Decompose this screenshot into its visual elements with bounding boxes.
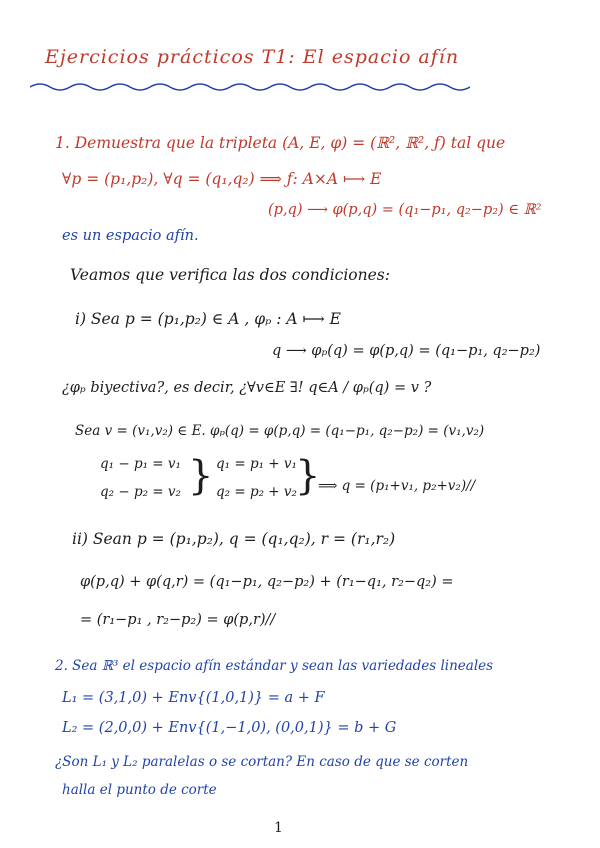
condition-ii-setup: ii) Sean p = (p₁,p₂), q = (q₁,q₂), r = (r₁,r₂) bbox=[72, 530, 396, 548]
condition-i-map: q ⟶ φₚ(q) = φ(p,q) = (q₁−p₁, q₂−p₂) bbox=[272, 343, 541, 359]
system-brace-1: } bbox=[188, 453, 214, 499]
system-eq-2: q₂ − p₂ = v₂ bbox=[100, 484, 181, 500]
system-sol-2: q₂ = p₂ + v₂ bbox=[216, 484, 297, 500]
chasles-relation: φ(p,q) + φ(q,r) = (q₁−p₁, q₂−p₂) + (r₁−q₁, r₂−q₂) = bbox=[80, 574, 454, 590]
exercise-2-line-L1: L₁ = (3,1,0) + Env{(1,0,1)} = a + F bbox=[62, 690, 325, 706]
exercise-2-question: ¿Son L₁ y L₂ paralelas o se cortan? En caso de que se corten bbox=[55, 754, 469, 770]
exercise-1-map-rule: (p,q) ⟶ φ(p,q) = (q₁−p₁, q₂−p₂) ∈ ℝ² bbox=[268, 202, 542, 218]
exercise-1-goal: es un espacio afín. bbox=[62, 228, 199, 244]
bijectivity-equation: Sea v = (v₁,v₂) ∈ E. φₚ(q) = φ(p,q) = (q₁−p₁, q₂−p₂) = (v₁,v₂) bbox=[75, 423, 485, 439]
chasles-result: = (r₁−p₁ , r₂−p₂) = φ(p,r)// bbox=[80, 612, 276, 628]
exercise-2-statement: 2. Sea ℝ³ el espacio afín estándar y sean las variedades lineales bbox=[55, 658, 494, 674]
system-brace-2: } bbox=[295, 453, 321, 499]
exercise-2-request: halla el punto de corte bbox=[62, 782, 217, 798]
conditions-intro: Veamos que verifica las dos condiciones: bbox=[70, 266, 390, 284]
page-title: Ejercicios prácticos T1: El espacio afín bbox=[45, 46, 460, 68]
exercise-1-map-definition: ∀p = (p₁,p₂), ∀q = (q₁,q₂) ⟹ ƒ: A×A ⟼ E bbox=[62, 170, 382, 188]
bijectivity-question: ¿φₚ biyectiva?, es decir, ¿∀v∈E ∃! q∈A / φₚ(q) = v ? bbox=[62, 380, 432, 396]
title-underline bbox=[30, 80, 470, 94]
system-result: ⟹ q = (p₁+v₁, p₂+v₂)// bbox=[318, 478, 476, 494]
exercise-2-plane-L2: L₂ = (2,0,0) + Env{(1,−1,0), (0,0,1)} = b + G bbox=[62, 720, 397, 736]
system-sol-1: q₁ = p₁ + v₁ bbox=[216, 456, 297, 472]
exercise-1-statement: 1. Demuestra que la tripleta (A, E, φ) = (ℝ², ℝ², ƒ) tal que bbox=[55, 134, 506, 152]
system-eq-1: q₁ − p₁ = v₁ bbox=[100, 456, 181, 472]
condition-i-setup: i) Sea p = (p₁,p₂) ∈ A , φₚ : A ⟼ E bbox=[75, 310, 341, 328]
page-number: 1 bbox=[274, 820, 283, 836]
